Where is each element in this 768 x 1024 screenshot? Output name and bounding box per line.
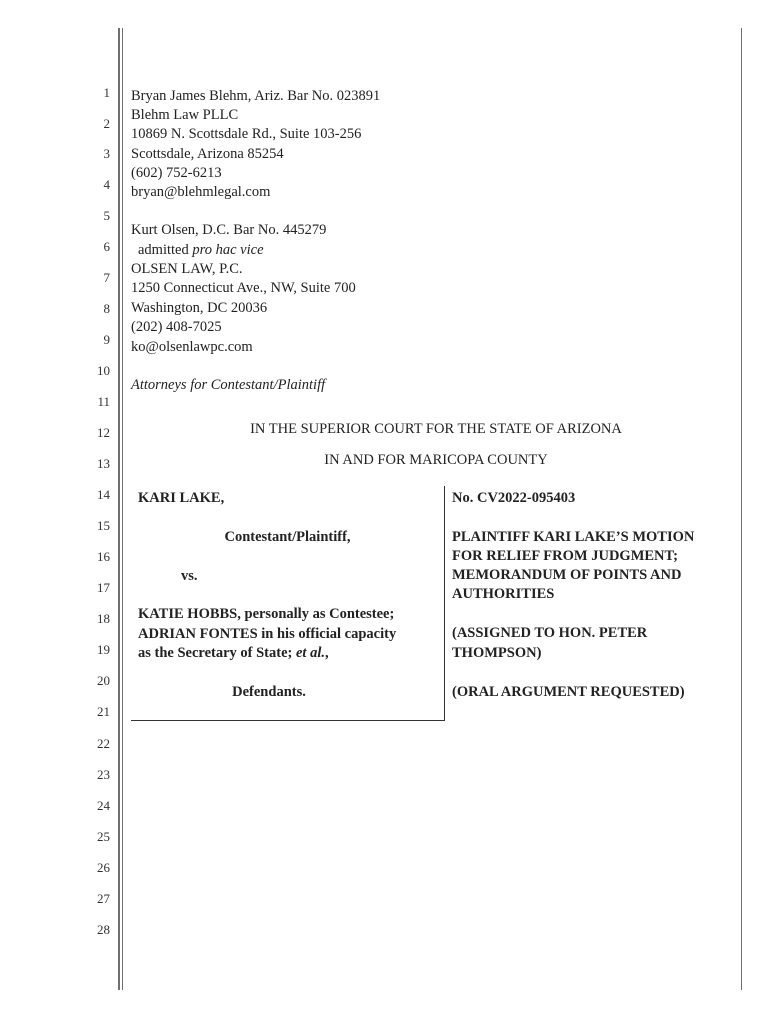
- attorneys-for: Attorneys for Contestant/Plaintiff: [131, 377, 326, 393]
- line-number: 15: [97, 518, 110, 533]
- defendant-line-1: KATIE HOBBS, personally as Contestee;: [138, 606, 395, 622]
- line-number: 18: [97, 611, 110, 626]
- line-number: 5: [103, 208, 110, 223]
- pro-hac-vice: pro hac vice: [192, 242, 264, 258]
- line-number: 13: [97, 456, 110, 471]
- counsel-address: 10869 N. Scottsdale Rd., Suite 103-256: [131, 126, 362, 142]
- counsel-firm: Blehm Law PLLC: [131, 107, 239, 123]
- line-number: 25: [97, 829, 110, 844]
- counsel-phone: (202) 408-7025: [131, 319, 222, 335]
- line-number: 28: [97, 922, 110, 937]
- oral-argument: (ORAL ARGUMENT REQUESTED): [452, 684, 685, 700]
- court-heading: IN THE SUPERIOR COURT FOR THE STATE OF ARIZONA: [250, 421, 622, 437]
- counsel-phone: (602) 752-6213: [131, 165, 222, 181]
- line-number: 26: [97, 860, 110, 875]
- right-margin-rule: [741, 28, 742, 990]
- counsel-city: Washington, DC 20036: [131, 300, 268, 316]
- line-number: 6: [103, 239, 110, 254]
- counsel-name: Bryan James Blehm, Ariz. Bar No. 023891: [131, 88, 381, 104]
- line-number: 7: [103, 270, 110, 285]
- line-number: 11: [97, 394, 110, 409]
- et-al: et al.: [295, 645, 325, 661]
- document-title-line-1: PLAINTIFF KARI LAKE’S MOTION: [452, 529, 695, 545]
- left-margin-rule-inner: [122, 28, 123, 990]
- left-margin-rule: [118, 28, 120, 990]
- document-title-line-4: AUTHORITIES: [452, 586, 555, 602]
- case-number: No. CV2022-095403: [452, 490, 576, 506]
- counsel-name: Kurt Olsen, D.C. Bar No. 445279: [131, 222, 327, 238]
- line-number: 16: [97, 549, 110, 564]
- document-title-line-3: MEMORANDUM OF POINTS AND: [452, 567, 682, 583]
- line-number: 21: [97, 704, 110, 719]
- defendant-line-2: ADRIAN FONTES in his official capacity: [138, 626, 397, 642]
- line-number: 4: [103, 177, 110, 192]
- line-number: 12: [97, 425, 110, 440]
- line-number: 27: [97, 891, 110, 906]
- line-number: 19: [97, 642, 110, 657]
- line-number: 14: [97, 487, 110, 502]
- document-title-line-2: FOR RELIEF FROM JUDGMENT;: [452, 548, 678, 564]
- defendant-line-3: [138, 644, 329, 663]
- line-number: 9: [103, 332, 110, 347]
- line-number: 1: [103, 85, 110, 100]
- counsel-admission: [138, 241, 264, 260]
- line-number: 3: [103, 146, 110, 161]
- assigned-judge-line-1: (ASSIGNED TO HON. PETER: [452, 625, 648, 641]
- county-heading: IN AND FOR MARICOPA COUNTY: [324, 452, 548, 468]
- line-number: 17: [97, 580, 110, 595]
- et-al-suffix: ,: [324, 645, 329, 661]
- admitted-label: admitted: [138, 242, 189, 258]
- line-number: 8: [103, 301, 110, 316]
- caption-bottom-rule: [131, 720, 445, 721]
- plaintiff-name: KARI LAKE,: [138, 490, 225, 506]
- line-number: 22: [97, 736, 110, 751]
- defendant-line-3-text: as the Secretary of State;: [138, 645, 293, 661]
- caption-divider: [444, 486, 445, 721]
- line-number: 23: [97, 767, 110, 782]
- defendant-role: Defendants.: [232, 684, 306, 700]
- versus: vs.: [181, 568, 198, 584]
- plaintiff-role: Contestant/Plaintiff,: [224, 529, 351, 545]
- counsel-email: bryan@blehmlegal.com: [131, 184, 271, 200]
- counsel-email: ko@olsenlawpc.com: [131, 339, 253, 355]
- line-number: 24: [97, 798, 110, 813]
- line-number: 10: [97, 363, 110, 378]
- line-number: 20: [97, 673, 110, 688]
- counsel-address: 1250 Connecticut Ave., NW, Suite 700: [131, 280, 356, 296]
- assigned-judge-line-2: THOMPSON): [452, 645, 542, 661]
- counsel-city: Scottsdale, Arizona 85254: [131, 146, 284, 162]
- counsel-firm: OLSEN LAW, P.C.: [131, 261, 243, 277]
- line-number: 2: [103, 116, 110, 131]
